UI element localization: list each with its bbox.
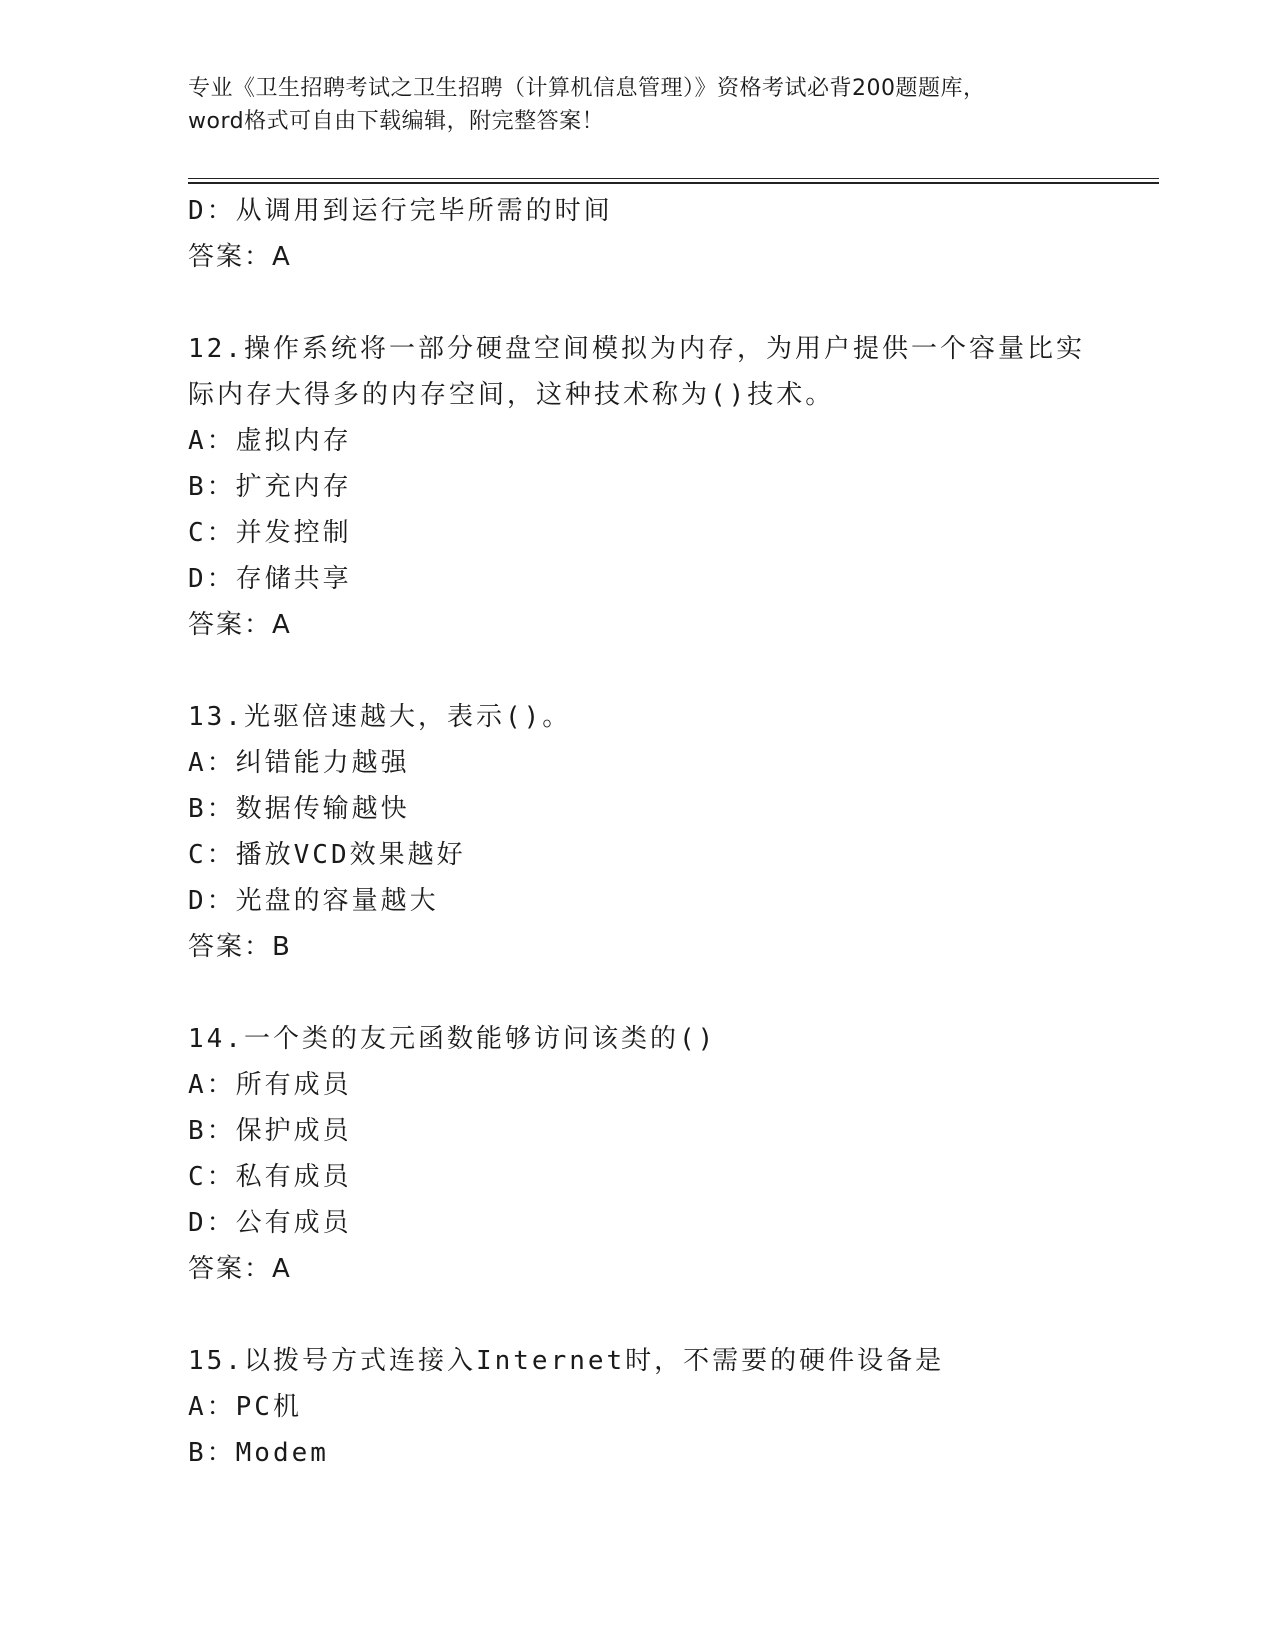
option-b: B：扩充内存 [188, 472, 352, 502]
option-b: B：Modem [188, 1438, 329, 1468]
spacer [188, 648, 1148, 694]
header-divider-thin [188, 178, 1159, 179]
option-c: C：私有成员 [188, 1162, 352, 1192]
option-d: D：公有成员 [188, 1208, 352, 1238]
header-title-line-2: word格式可自由下载编辑，附完整答案！ [188, 109, 605, 134]
spacer [188, 1292, 1148, 1338]
answer-line: 答案：A [188, 1254, 292, 1284]
option-a: A：所有成员 [188, 1070, 352, 1100]
option-b: B：保护成员 [188, 1116, 352, 1146]
header-title-line-1: 专业《卫生招聘考试之卫生招聘（计算机信息管理）》资格考试必背200题题库， [188, 76, 986, 101]
option-a: A：纠错能力越强 [188, 748, 410, 778]
option-a: A：PC机 [188, 1392, 302, 1422]
question-stem: 15.以拨号方式连接入Internet时，不需要的硬件设备是 [188, 1346, 945, 1376]
answer-line: 答案：A [188, 610, 292, 640]
question-stem: 14.一个类的友元函数能够访问该类的() [188, 1024, 717, 1054]
option-c: C：并发控制 [188, 518, 352, 548]
header-divider-thick [188, 182, 1159, 184]
question-stem: 12.操作系统将一部分硬盘空间模拟为内存，为用户提供一个容量比实 [188, 334, 1085, 364]
option-a: A：虚拟内存 [188, 426, 352, 456]
option-b: B：数据传输越快 [188, 794, 410, 824]
option-c: C：播放VCD效果越好 [188, 840, 466, 870]
answer-line: 答案：A [188, 242, 292, 272]
spacer [188, 970, 1148, 1016]
spacer [188, 280, 1148, 326]
question-stem: 13.光驱倍速越大，表示()。 [188, 702, 572, 732]
option-d: D：光盘的容量越大 [188, 886, 439, 916]
option-d: D：从调用到运行完毕所需的时间 [188, 196, 613, 226]
question-stem-continued: 际内存大得多的内存空间，这种技术称为()技术。 [188, 380, 835, 410]
option-d: D：存储共享 [188, 564, 352, 594]
answer-line: 答案：B [188, 932, 292, 962]
document-header [188, 72, 1088, 138]
question-list [188, 188, 1148, 1476]
